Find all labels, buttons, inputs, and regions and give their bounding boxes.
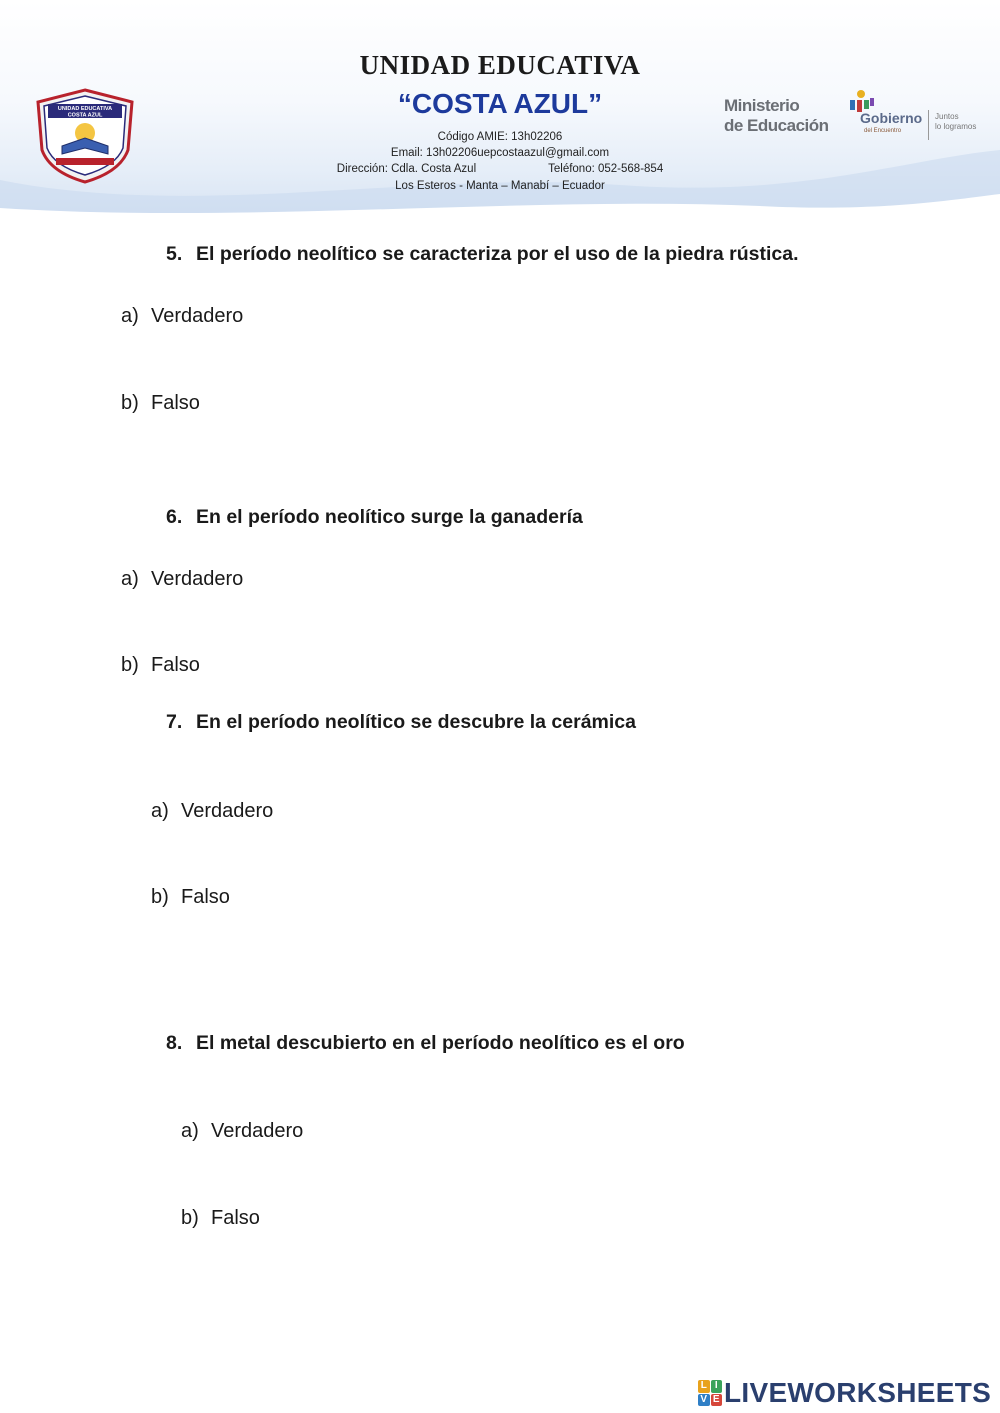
crest-text-1: UNIDAD EDUCATIVA: [57, 106, 113, 112]
institution-type: UNIDAD EDUCATIVA: [359, 50, 641, 80]
option-label: Falso: [181, 886, 230, 908]
logo-letter: I: [711, 1380, 723, 1393]
option-letter: b): [121, 654, 139, 676]
school-name: “COSTA AZUL”: [397, 88, 603, 119]
liveworksheets-watermark: [698, 1377, 991, 1409]
option-label: Verdadero: [151, 568, 244, 590]
question-number: 7.: [166, 711, 183, 733]
question-number: 8.: [166, 1032, 183, 1054]
government-slogan-1: Juntos: [935, 112, 959, 121]
option-letter: a): [181, 1120, 199, 1142]
liveworksheets-logo-icon: [698, 1380, 722, 1406]
question-number: 6.: [166, 506, 183, 528]
q6-option-b[interactable]: [121, 654, 200, 677]
option-label: Falso: [151, 654, 200, 676]
option-letter: b): [181, 1207, 199, 1229]
question-text: En el período neolítico surge la ganadería: [196, 506, 583, 528]
ministry-logo: [724, 96, 829, 136]
option-letter: b): [121, 392, 139, 414]
option-letter: a): [121, 305, 139, 327]
q7-option-a[interactable]: [151, 800, 273, 823]
ministry-line-2: de Educación: [724, 116, 829, 135]
q5-option-b[interactable]: [121, 392, 200, 415]
school-location: Los Esteros - Manta – Manabí – Ecuador: [395, 180, 605, 192]
q7-option-b[interactable]: [151, 886, 230, 909]
logo-letter: E: [711, 1394, 723, 1407]
q6-option-a[interactable]: [121, 568, 243, 591]
question-text: El metal descubierto en el período neolítico es el oro: [196, 1032, 685, 1054]
school-email: Email: 13h02206uepcostaazul@gmail.com: [390, 147, 610, 159]
option-letter: a): [121, 568, 139, 590]
q8-option-a[interactable]: [181, 1120, 303, 1143]
question-5: [166, 243, 799, 266]
logo-letter: V: [698, 1394, 710, 1407]
q5-option-a[interactable]: [121, 305, 243, 328]
government-logo: Gobierno: [860, 110, 923, 126]
question-6: [166, 506, 583, 529]
question-text: El período neolítico se caracteriza por el uso de la piedra rústica.: [196, 243, 799, 265]
option-letter: b): [151, 886, 169, 908]
q8-option-b[interactable]: [181, 1207, 260, 1230]
question-7: [166, 711, 636, 734]
option-label: Verdadero: [211, 1120, 304, 1142]
school-address: Dirección: Cdla. Costa Azul: [336, 163, 477, 175]
ministry-line-1: Ministerio: [724, 96, 800, 115]
option-letter: a): [151, 800, 169, 822]
crest-text-2: COSTA AZUL: [67, 112, 103, 119]
government-slogan: [935, 112, 976, 132]
option-label: Falso: [211, 1207, 260, 1229]
question-8: [166, 1032, 685, 1055]
question-text: En el período neolítico se descubre la cerámica: [196, 711, 636, 733]
liveworksheets-brand: LIVEWORKSHEETS: [724, 1377, 992, 1408]
question-number: 5.: [166, 243, 183, 265]
option-label: Falso: [151, 392, 200, 414]
government-slogan-2: lo logramos: [935, 122, 977, 131]
government-divider: [928, 110, 929, 140]
school-phone: Teléfono: 052-568-854: [548, 163, 664, 175]
address-phone-line: [0, 163, 1000, 175]
logo-letter: L: [698, 1380, 710, 1393]
amie-code: Código AMIE: 13h02206: [437, 131, 563, 143]
option-label: Verdadero: [151, 305, 244, 327]
option-label: Verdadero: [181, 800, 274, 822]
government-sub: del Encuentro: [864, 128, 902, 134]
